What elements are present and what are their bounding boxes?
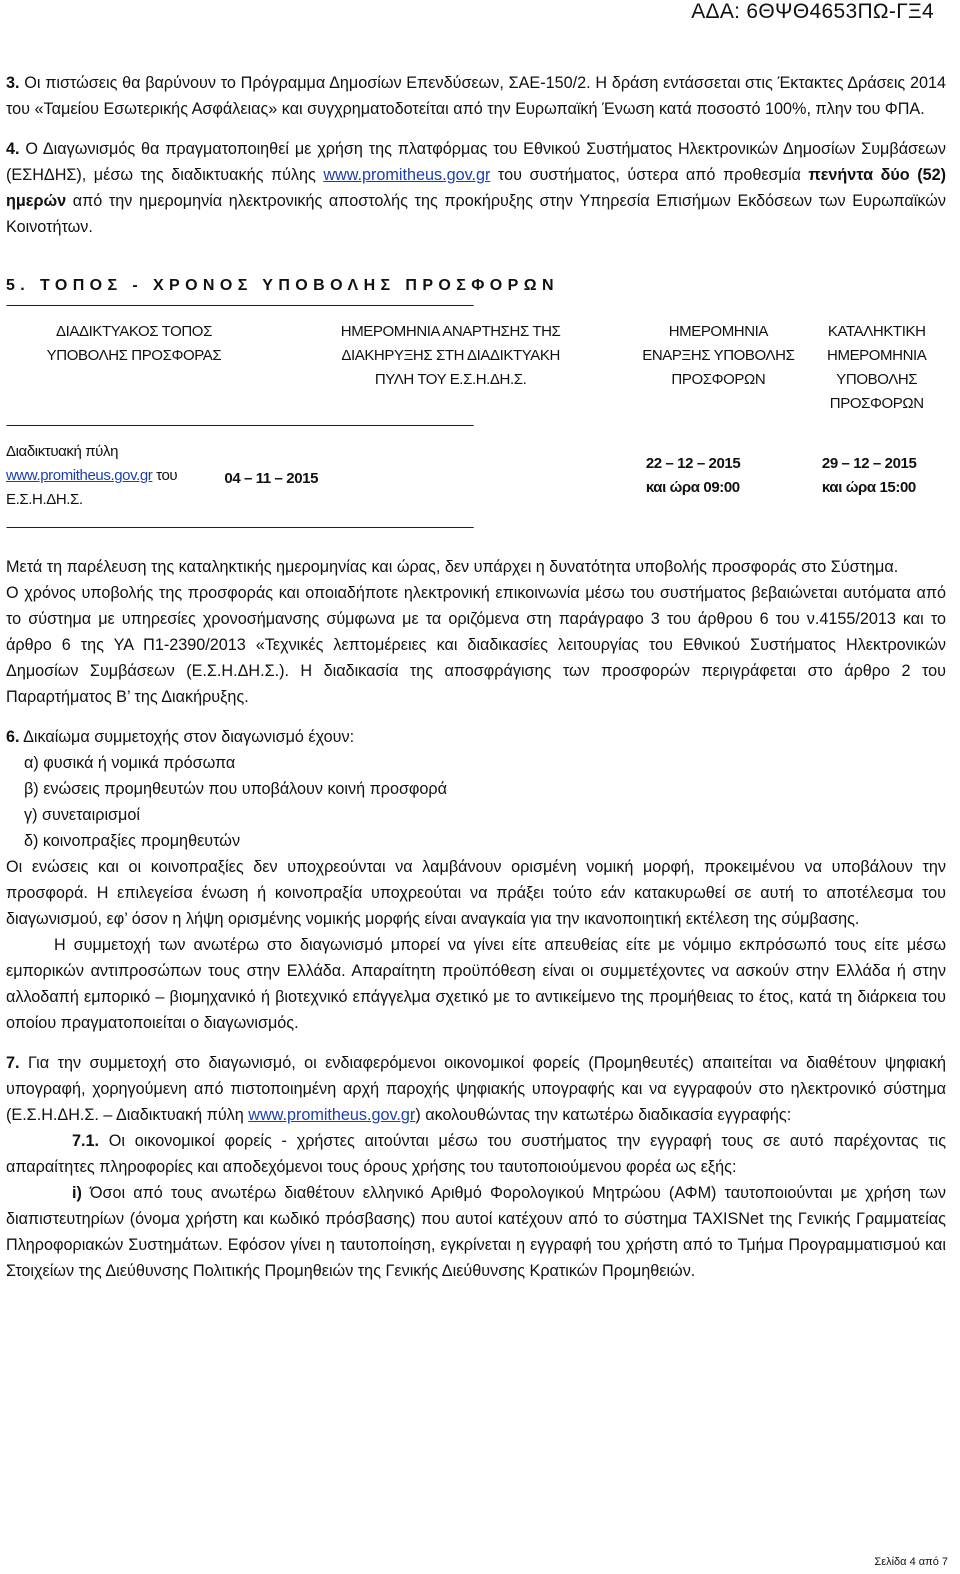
section-7-1-number: 7.1. <box>72 1132 100 1150</box>
cell-place-link[interactable]: www.promitheus.gov.gr <box>6 467 153 484</box>
cell-posting-date: 04 – 11 – 2015 <box>224 470 319 487</box>
section-7-number: 7. <box>6 1054 20 1072</box>
list-item: δ) κοινοπραξίες προμηθευτών <box>24 832 241 850</box>
paragraph-4-text-a: Ο Διαγωνισμός θα πραγματοποιηθεί με χρήση της πλατφόρμας του Εθνικού Συστήματος Ηλεκτρονικών Δημοσίων Συμβάσεων (ΕΣΗΔΗΣ), μέσω της διαδικτυακής πύλης <box>6 140 946 184</box>
cell-end-date <box>822 452 956 500</box>
promitheus-link[interactable]: www.promitheus.gov.gr <box>323 166 491 184</box>
section-5-title: 5. ΤΟΠΟΣ - ΧΡΟΝΟΣ ΥΠΟΒΟΛΗΣ ΠΡΟΣΦΟΡΩΝ <box>6 277 559 294</box>
section-6-title <box>6 724 946 750</box>
section-6-p2: Η συμμετοχή των ανωτέρω στο διαγωνισμό μπορεί να γίνει είτε απευθείας είτε με νόμιμο εκπρόσωπό τους είτε μέσω εμπορικών αντιπροσώπων τους στην Ελλάδα. Απαραίτητη προϋπόθεση είναι οι συμμετέχοντες να ασκούν στην Ελλάδα ή στην αλλοδαπή εμπορικό – βιομηχανικό ή βιοτεχνικό επάγγελμα σχετικό με το αντικείμενο της προμήθειας το έτος, κατά τη διάρκεια του οποίου πραγματοποιείται ο διαγωνισμός. <box>6 936 946 1032</box>
section-7-text-a: Για την συμμετοχή στο διαγωνισμό, οι ενδιαφερόμενοι οικονομικοί φορείς (Προμηθευτές) απαιτείται να διαθέτουν ψηφιακή υπογραφή, χορηγούμενη από πιστοποιημένη αρχή παροχής ψηφιακής υπογραφής και να εγγραφούν στο ηλεκτρονικό σύστημα (Ε.Σ.Η.ΔΗ.Σ. – Διαδικτυακή πύλη <box>6 1054 946 1124</box>
paragraph-4-text-b: του συστήματος, ύστερα από προθεσμία <box>490 166 809 184</box>
divider: ------------------------------------------------------------------------------------------------------------------------------------------------------------------------------------------------ <box>6 298 473 312</box>
start-time-value: και ώρα 09:00 <box>645 479 740 496</box>
header-start-date: ΗΜΕΡΟΜΗΝΙΑ ΕΝΑΡΞΗΣ ΥΠΟΒΟΛΗΣ ΠΡΟΣΦΟΡΩΝ <box>642 323 795 388</box>
end-time-value: και ώρα 15:00 <box>821 479 916 496</box>
section-7-1-text: Οι οικονομικοί φορείς - χρήστες αιτούνται μέσω του συστήματος την εγγραφή τους σε αυτό παρέχοντας τις απαραίτητες πληροφορίες και αποδεχόμενοι τους όρους χρήσης του ταυτοποιούμενου φορέα ως εξής: <box>6 1132 946 1176</box>
divider: ------------------------------------------------------------------------------------------------------------------------------------------------------------------------------------------------ <box>6 520 473 534</box>
document-body <box>6 70 946 1284</box>
section-7-1 <box>6 1128 946 1180</box>
promitheus-link-2[interactable]: www.promitheus.gov.gr <box>248 1106 416 1124</box>
header-posting-date: ΗΜΕΡΟΜΗΝΙΑ ΑΝΑΡΤΗΣΗΣ ΤΗΣ ΔΙΑΚΗΡΥΞΗΣ ΣΤΗ ΔΙΑΔΙΚΤΥΑΚΗ ΠΥΛΗ ΤΟΥ Ε.Σ.Η.ΔΗ.Σ. <box>340 323 561 388</box>
paragraph-3-text: Οι πιστώσεις θα βαρύνουν το Πρόγραμμα Δημοσίων Επενδύσεων, ΣΑΕ-150/2. Η δράση εντάσσεται στις Έκτακτες Δράσεις 2014 του «Ταμείου Εσωτερικής Ασφάλειας» και συγχρηματοδοτείται από την Ευρωπαϊκή Ένωση κατά ποσοστό 100%, πλην του ΦΠΑ. <box>6 74 946 118</box>
submission-table-row <box>6 438 956 514</box>
cell-place-label: Διαδικτυακή πύλη <box>6 443 119 460</box>
cell-place-system: Ε.Σ.Η.ΔΗ.Σ. <box>6 491 83 508</box>
list-item: α) φυσικά ή νομικά πρόσωπα <box>24 754 236 772</box>
paragraph-3-number: 3. <box>6 74 20 92</box>
paragraph-4-deadline: πενήντα δύο (52) ημερών <box>6 166 946 210</box>
section-7-text-b: ) ακολουθώντας την κατωτέρω διαδικασία εγγραφής: <box>415 1106 792 1124</box>
header-end-date: ΚΑΤΑΛΗΚΤΙΚΗ ΗΜΕΡΟΜΗΝΙΑ ΥΠΟΒΟΛΗΣ ΠΡΟΣΦΟΡΩΝ <box>827 323 927 412</box>
ada-code: ΑΔΑ: 6ΘΨΘ4653ΠΩ-ΓΞ4 <box>691 0 934 23</box>
list-item: γ) συνεταιρισμοί <box>24 806 140 824</box>
section-6-number: 6. <box>6 728 20 746</box>
eligibility-list <box>6 750 946 854</box>
cell-start-date <box>646 452 780 500</box>
cell-place-suffix: του <box>152 467 178 484</box>
header-place: ΔΙΑΔΙΚΤΥΑΚΟΣ ΤΟΠΟΣ ΥΠΟΒΟΛΗΣ ΠΡΟΣΦΟΡΑΣ <box>46 323 222 364</box>
section-7 <box>6 1050 946 1128</box>
section-7-1-i-text: Όσοι από τους ανωτέρω διαθέτουν ελληνικό Αριθμό Φορολογικού Μητρώου (ΑΦΜ) ταυτοποιούνται με χρήση των διαπιστευτηρίων (όνομα χρήστη και κωδικό πρόσβασης) που αυτοί κατέχουν από το σύστημα TAXISNet της Γενικής Γραμματείας Πληροφοριακών Συστημάτων. Εφόσον γίνει η ταυτοποίηση, εγκρίνεται η εγγραφή του χρήστη από το Τμήμα Προγραμματισμού και Στοιχείων της Διεύθυνσης Πολιτικής Προμηθειών της Γενικής Διεύθυνσης Κρατικών Προμηθειών. <box>6 1184 946 1280</box>
section-7-1-i-number: i) <box>72 1184 82 1202</box>
page-number: Σελίδα 4 από 7 <box>874 1556 948 1568</box>
submission-table-header <box>6 320 956 416</box>
paragraph-4-text-c: από την ημερομηνία ηλεκτρονικής αποστολής της προκήρυξης στην Υπηρεσία Επισήμων Εκδόσεων των Ευρωπαϊκών Κοινοτήτων. <box>6 192 946 236</box>
paragraph-3 <box>6 70 946 122</box>
after-table-p2: Ο χρόνος υποβολής της προσφοράς και οποιαδήποτε ηλεκτρονική επικοινωνία μέσω του συστήματος βεβαιώνεται αυτόματα από το σύστημα με υπηρεσίες χρονοσήμανσης σύμφωνα με τα οριζόμενα στη παράγραφο 3 του άρθρου 6 του ν.4155/2013 και το άρθρο 6 της ΥΑ Π1-2390/2013 «Τεχνικές λεπτομέρειες και διαδικασίες λειτουργίας του Εθνικού Συστήματος Ηλεκτρονικών Δημοσίων Συμβάσεων (Ε.Σ.Η.ΔΗ.Σ.). Η διαδικασία της αποσφράγισης των προσφορών περιγράφεται στο άρθρο 2 του Παραρτήματος Β’ της Διακήρυξης. <box>6 584 946 706</box>
cell-place <box>6 440 224 512</box>
end-date-value: 29 – 12 – 2015 <box>821 455 917 472</box>
section-6-heading: Δικαίωμα συμμετοχής στον διαγωνισμό έχουν: <box>19 728 355 746</box>
divider: ------------------------------------------------------------------------------------------------------------------------------------------------------------------------------------------------ <box>6 418 473 432</box>
section-7-1-i <box>6 1180 946 1284</box>
after-table-p1: Μετά τη παρέλευση της καταληκτικής ημερομηνίας και ώρας, δεν υπάρχει η δυνατότητα υποβολής προσφοράς στο Σύστημα. <box>6 558 899 576</box>
paragraph-4 <box>6 136 946 240</box>
paragraph-4-number: 4. <box>6 140 20 158</box>
section-6-p1: Οι ενώσεις και οι κοινοπραξίες δεν υποχρεούνται να λαμβάνουν ορισμένη νομική μορφή, προκειμένου να υποβάλουν την προσφορά. Η επιλεγείσα ένωση ή κοινοπραξία υποχρεούται να πράξει τούτο εάν κατακυρωθεί σε αυτή το αποτέλεσμα του διαγωνισμού, εφ’ όσον η λήψη ορισμένης νομικής μορφής είναι αναγκαία για την ικανοποιητική εκτέλεση της σύμβασης. <box>6 858 946 928</box>
list-item: β) ενώσεις προμηθευτών που υποβάλουν κοινή προσφορά <box>24 780 448 798</box>
start-date-value: 22 – 12 – 2015 <box>645 455 741 472</box>
